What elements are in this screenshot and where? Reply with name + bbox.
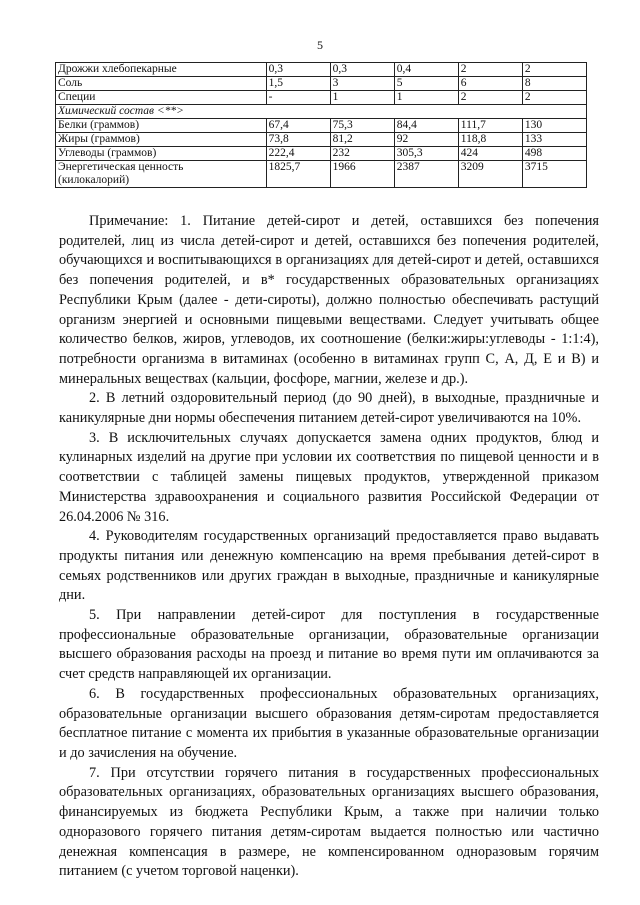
table-row xyxy=(56,161,587,188)
row-label: Белки (граммов) xyxy=(56,119,267,133)
table-cell: 2 xyxy=(458,63,522,77)
table-row xyxy=(56,147,587,161)
table-cell: 8 xyxy=(522,77,586,91)
table-cell: 222,4 xyxy=(266,147,330,161)
table-cell: 1825,7 xyxy=(266,161,330,188)
table-cell: 3 xyxy=(330,77,394,91)
table-cell: 2 xyxy=(522,63,586,77)
table-cell: 118,8 xyxy=(458,133,522,147)
table-cell: 6 xyxy=(458,77,522,91)
row-label: Дрожжи хлебопекарные xyxy=(56,63,267,77)
table-cell: 498 xyxy=(522,147,586,161)
table-cell: 305,3 xyxy=(394,147,458,161)
table-cell: 5 xyxy=(394,77,458,91)
table-cell: 1966 xyxy=(330,161,394,188)
nutrition-table xyxy=(55,62,587,188)
notes-section xyxy=(59,212,599,882)
row-label: Жиры (граммов) xyxy=(56,133,267,147)
table-cell: 2 xyxy=(522,91,586,105)
page-number: 5 xyxy=(317,38,323,52)
note-paragraph: 6. В государственных профессиональных образовательных организациях, образовательные организации высшего образования детям-сиротам предоставляется бесплатное питание с момента их прибытия в указанные образовательные организации и до зачисления на обучение. xyxy=(59,685,599,761)
note-paragraph: 3. В исключительных случаях допускается замена одних продуктов, блюд и кулинарных изделий на другие при условии их соответствия по пищевой ценности и в соответствии с таблицей замены пищевых продуктов, утвержденной приказом Министерства здравоохранения и социального развития Российской Федерации от 26.04.2006 № 316. xyxy=(59,429,599,525)
table-cell: 111,7 xyxy=(458,119,522,133)
table-cell: - xyxy=(266,91,330,105)
table-cell: 3209 xyxy=(458,161,522,188)
table-cell: 92 xyxy=(394,133,458,147)
table-cell: 0,3 xyxy=(330,63,394,77)
table-cell: 232 xyxy=(330,147,394,161)
row-label: Углеводы (граммов) xyxy=(56,147,267,161)
table-cell: 2 xyxy=(458,91,522,105)
note-paragraph: 4. Руководителям государственных организаций предоставляется право выдавать продукты питания или денежную компенсацию на время пребывания детей-сирот в семьях родственников или других граждан в выходные, праздничные и каникулярные дни. xyxy=(59,528,599,604)
note-paragraph: 5. При направлении детей-сирот для поступления в государственные профессиональные образовательные организации, образовательные организации высшего образования расходы на проезд и питание во время пути им оплачиваются за счет средств направляющей их организации. xyxy=(59,607,599,683)
table-cell: 75,3 xyxy=(330,119,394,133)
table-cell: 1,5 xyxy=(266,77,330,91)
row-label: Энергетическая ценность (килокалорий) xyxy=(56,161,267,188)
table-cell: 0,3 xyxy=(266,63,330,77)
table-cell: 133 xyxy=(522,133,586,147)
table-row xyxy=(56,119,587,133)
table-cell: 1 xyxy=(330,91,394,105)
section-row xyxy=(56,105,587,119)
table-row xyxy=(56,91,587,105)
table-cell: 2387 xyxy=(394,161,458,188)
table-row xyxy=(56,133,587,147)
table-cell: 84,4 xyxy=(394,119,458,133)
table-row xyxy=(56,77,587,91)
table-cell: 3715 xyxy=(522,161,586,188)
table-row xyxy=(56,63,587,77)
row-label: Специи xyxy=(56,91,267,105)
table-cell: 81,2 xyxy=(330,133,394,147)
table-cell: 0,4 xyxy=(394,63,458,77)
section-heading: Химический состав <**> xyxy=(56,105,587,119)
note-paragraph: 2. В летний оздоровительный период (до 90 дней), в выходные, праздничные и каникулярные дни нормы обеспечения питанием детей-сирот увеличиваются на 10%. xyxy=(59,390,599,427)
table-cell: 1 xyxy=(394,91,458,105)
table-cell: 73,8 xyxy=(266,133,330,147)
table-cell: 67,4 xyxy=(266,119,330,133)
table-cell: 130 xyxy=(522,119,586,133)
table-cell: 424 xyxy=(458,147,522,161)
note-paragraph: Примечание: 1. Питание детей-сирот и детей, оставшихся без попечения родителей, лиц из числа детей-сирот и детей, оставшихся без попечения родителей, обучающихся и воспитывающихся в организациях для детей-сирот и детей, оставшихся без попечения родителей, и в* государственных образовательных организациях Республики Крым (далее - дети-сироты), должно полностью обеспечивать растущий организм энергией и основными пищевыми веществами. Следует учитывать общее количество белков, жиров, углеводов, их соотношение (белки:жиры:углеводы - 1:1:4), потребности организма в витаминах (особенно в витаминах групп С, А, Д, Е и В) и минеральных веществах (кальции, фосфоре, магнии, железе и др.). xyxy=(59,213,599,387)
row-label: Соль xyxy=(56,77,267,91)
note-paragraph: 7. При отсутствии горячего питания в государственных профессиональных образовательных организациях, образовательных организациях высшего образования, финансируемых из бюджета Республики Крым, а также при наличии только одноразового горячего питания детям-сиротам выдается полностью или частично денежная компенсация в размере, не компенсированном одноразовым горячим питанием (с учетом торговой наценки). xyxy=(59,764,599,880)
